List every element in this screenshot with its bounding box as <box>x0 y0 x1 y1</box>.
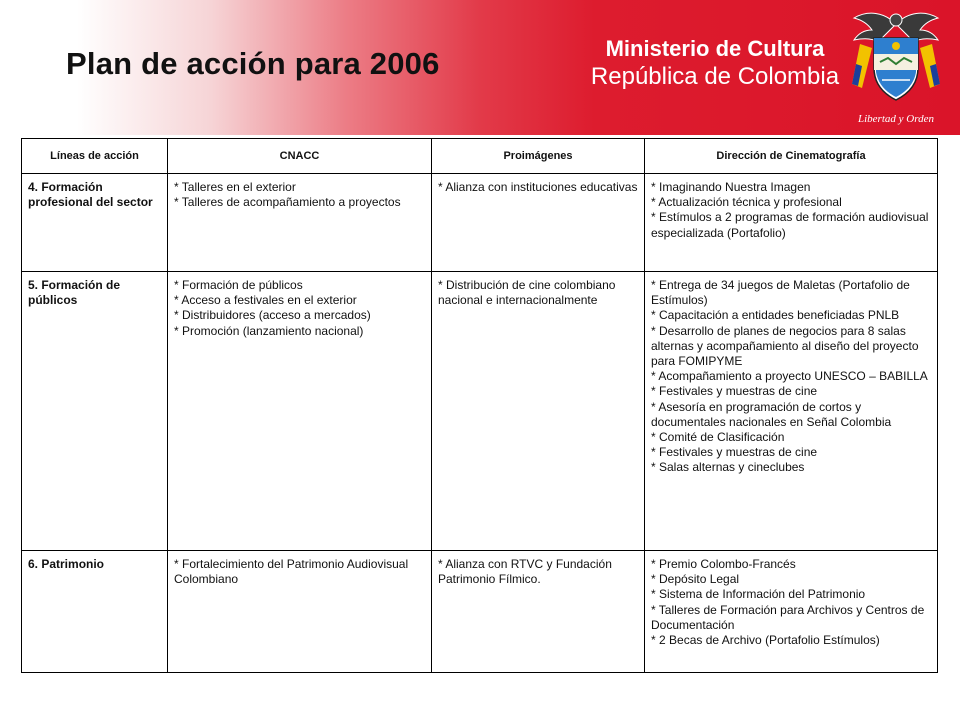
cell-cnacc <box>168 174 432 272</box>
list-item: * Promoción (lanzamiento nacional) <box>174 323 364 338</box>
list-item: * Desarrollo de planes de negocios para 8 salas alternas y acompañamiento al diseño del proyecto para FOMIPYME <box>651 323 919 369</box>
cell-direccion <box>645 272 938 551</box>
cell-proimagenes <box>432 174 645 272</box>
list-item: * Acceso a festivales en el exterior <box>174 293 357 308</box>
list-item: * Depósito Legal <box>651 572 740 587</box>
list-item: * Alianza con instituciones educativas <box>438 180 638 194</box>
action-plan-table <box>21 138 938 673</box>
ministry-name <box>560 36 870 92</box>
list-item: * Entrega de 34 juegos de Maletas (Portafolio de Estímulos) <box>651 278 910 308</box>
list-item: * Capacitación a entidades beneficiadas PNLB <box>651 308 900 323</box>
list-item: * Comité de Clasificación <box>651 430 785 445</box>
list-item: * Acompañamiento a proyecto UNESCO – BABILLA <box>651 369 928 384</box>
table-header-row <box>22 139 938 174</box>
list-item: * Formación de públicos <box>174 278 303 292</box>
list-item: * Estímulos a 2 programas de formación audiovisual especializada (Portafolio) <box>651 210 929 240</box>
cell-cnacc <box>168 551 432 673</box>
list-item: * Talleres en el exterior <box>174 180 296 194</box>
motto-text: Libertad y Orden <box>858 113 934 125</box>
coat-of-arms-logo <box>846 4 946 130</box>
page-title: Plan de acción para 2006 <box>66 46 440 81</box>
list-item: * Sistema de Información del Patrimonio <box>651 587 866 602</box>
cell-proimagenes <box>432 272 645 551</box>
table-row <box>22 272 938 551</box>
list-item: * Actualización técnica y profesional <box>651 195 842 210</box>
column-header-lineas: Líneas de acción <box>22 139 168 174</box>
cell-linea: 6. Patrimonio <box>22 551 168 673</box>
list-item: * Salas alternas y cineclubes <box>651 460 805 475</box>
cell-cnacc <box>168 272 432 551</box>
table-row <box>22 174 938 272</box>
cell-proimagenes <box>432 551 645 673</box>
list-item: * 2 Becas de Archivo (Portafolio Estímulos) <box>651 633 880 648</box>
table-row <box>22 551 938 673</box>
cell-linea: 4. Formación profesional del sector <box>22 174 168 272</box>
column-header-proimagenes: Proimágenes <box>432 139 645 174</box>
list-item: * Festivales y muestras de cine <box>651 445 818 460</box>
ministry-line1: Ministerio de Cultura <box>605 36 825 61</box>
list-item: * Imaginando Nuestra Imagen <box>651 180 811 194</box>
list-item: * Asesoría en programación de cortos y documentales nacionales en Señal Colombia <box>651 399 892 429</box>
list-item: * Talleres de acompañamiento a proyectos <box>174 195 401 210</box>
list-item: * Premio Colombo-Francés <box>651 557 796 571</box>
list-item: * Distribuidores (acceso a mercados) <box>174 308 371 323</box>
cell-direccion <box>645 551 938 673</box>
list-item: * Distribución de cine colombiano nacional e internacionalmente <box>438 278 616 308</box>
list-item: * Festivales y muestras de cine <box>651 384 818 399</box>
cell-linea: 5. Formación de públicos <box>22 272 168 551</box>
header-banner <box>0 0 960 135</box>
ministry-line2: República de Colombia <box>590 63 840 90</box>
list-item: * Fortalecimiento del Patrimonio Audiovisual Colombiano <box>174 557 409 587</box>
cell-direccion <box>645 174 938 272</box>
column-header-direccion: Dirección de Cinematografía <box>645 139 938 174</box>
list-item: * Alianza con RTVC y Fundación Patrimonio Fílmico. <box>438 557 612 587</box>
column-header-cnacc: CNACC <box>168 139 432 174</box>
list-item: * Talleres de Formación para Archivos y Centros de Documentación <box>651 602 925 632</box>
